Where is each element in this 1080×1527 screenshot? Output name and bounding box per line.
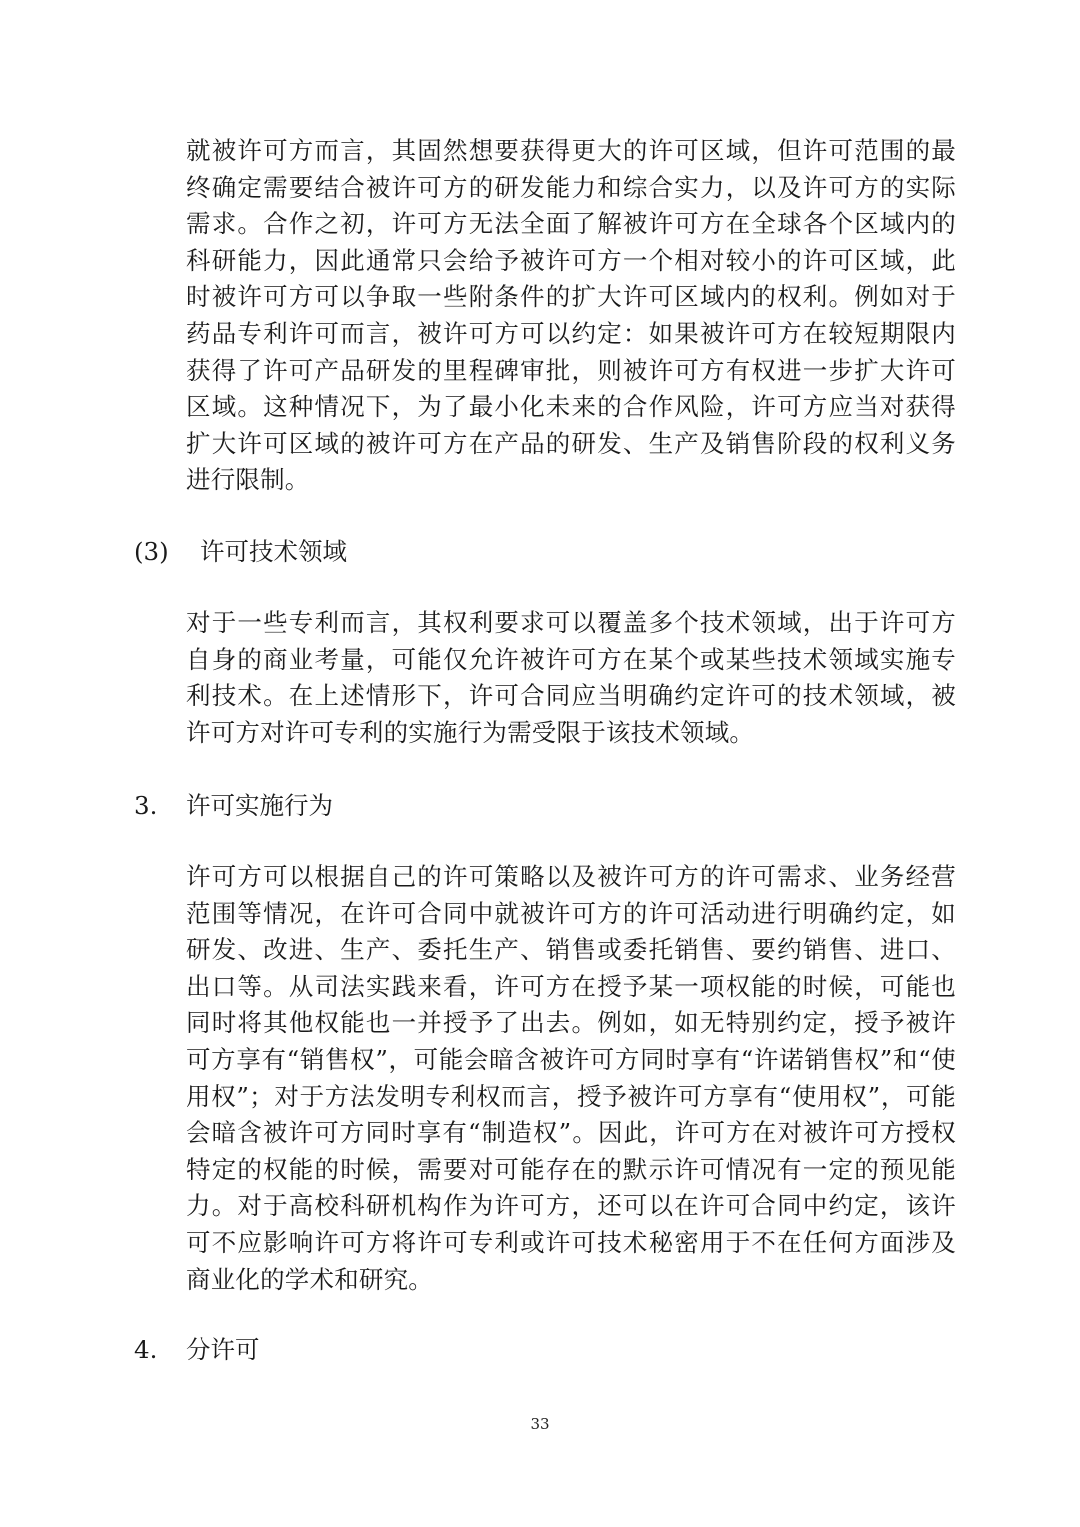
text-line: 获得了许可产品研发的里程碑审批，则被许可方有权进一步扩大许可: [186, 355, 956, 385]
text-line: 可方享有“销售权”，可能会暗含被许可方同时享有“许诺销售权”和“使: [186, 1044, 956, 1074]
paragraph-license-acts: [186, 859, 956, 1298]
page-number: 33: [530, 1415, 550, 1433]
text-line: 扩大许可区域的被许可方在产品的研发、生产及销售阶段的权利义务: [186, 428, 956, 458]
heading-title: 许可实施行为: [186, 791, 333, 820]
text-line: 商业化的学术和研究。: [186, 1264, 433, 1294]
text-line: 进行限制。: [186, 465, 310, 495]
section-heading-technical-field: [134, 534, 534, 570]
text-line: 特定的权能的时候，需要对可能存在的默示许可情况有一定的预见能: [186, 1154, 956, 1184]
text-line: 对于一些专利而言，其权利要求可以覆盖多个技术领域，出于许可方: [186, 608, 956, 637]
text-line: 许可方对许可专利的实施行为需受限于该技术领域。: [186, 717, 755, 747]
text-line: 力。对于高校科研机构作为许可方，还可以在许可合同中约定，该许: [186, 1191, 956, 1221]
paragraph-technical-field: [186, 605, 956, 751]
heading-number: (3): [134, 537, 169, 566]
paragraph-license-territory: [186, 133, 956, 499]
text-line: 范围等情况，在许可合同中就被许可方的许可活动进行明确约定，如: [186, 898, 956, 928]
text-line: 出口等。从司法实践来看，许可方在授予某一项权能的时候，可能也: [186, 971, 956, 1001]
text-line: 许可方可以根据自己的许可策略以及被许可方的许可需求、业务经营: [186, 862, 956, 891]
text-line: 就被许可方而言，其固然想要获得更大的许可区域，但许可范围的最: [186, 136, 956, 165]
heading-number: 4.: [134, 1335, 158, 1364]
text-line: 会暗含被许可方同时享有“制造权”。因此，许可方在对被许可方授权: [186, 1118, 956, 1148]
heading-title: 分许可: [186, 1335, 260, 1364]
text-line: 可不应影响许可方将许可专利或许可技术秘密用于不在任何方面涉及: [186, 1227, 956, 1257]
section-heading-license-acts: [134, 788, 534, 824]
text-line: 研发、改进、生产、委托生产、销售或委托销售、要约销售、进口、: [186, 935, 956, 965]
text-line: 终确定需要结合被许可方的研发能力和综合实力，以及许可方的实际: [186, 172, 956, 202]
text-line: 需求。合作之初，许可方无法全面了解被许可方在全球各个区域内的: [186, 209, 956, 239]
text-line: 科研能力，因此通常只会给予被许可方一个相对较小的许可区域，此: [186, 245, 956, 275]
text-line: 用权”；对于方法发明专利权而言，授予被许可方享有“使用权”，可能: [186, 1081, 956, 1111]
text-line: 自身的商业考量，可能仅允许被许可方在某个或某些技术领域实施专: [186, 644, 956, 674]
heading-title: 许可技术领域: [200, 537, 347, 566]
text-line: 区域。这种情况下，为了最小化未来的合作风险，许可方应当对获得: [186, 392, 956, 422]
heading-number: 3.: [134, 791, 158, 820]
section-heading-sublicense: [134, 1332, 534, 1368]
text-line: 同时将其他权能也一并授予了出去。例如，如无特别约定，授予被许: [186, 1008, 956, 1038]
text-line: 药品专利许可而言，被许可方可以约定：如果被许可方在较短期限内: [186, 318, 956, 348]
text-line: 时被许可方可以争取一些附条件的扩大许可区域内的权利。例如对于: [186, 282, 956, 312]
text-line: 利技术。在上述情形下，许可合同应当明确约定许可的技术领域，被: [186, 681, 956, 711]
